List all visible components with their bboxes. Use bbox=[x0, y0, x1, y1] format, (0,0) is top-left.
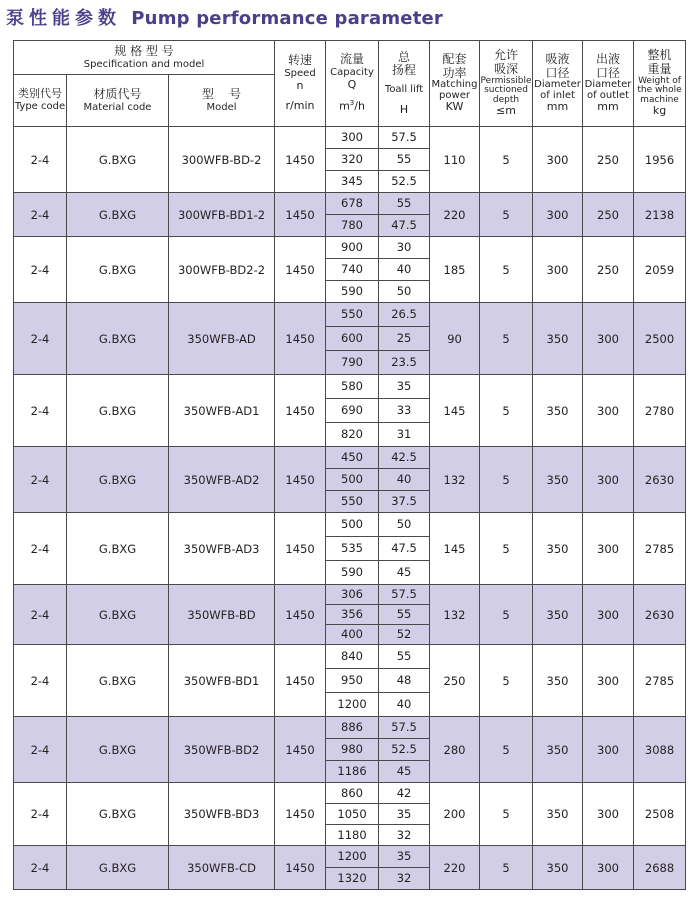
table-row bbox=[14, 717, 686, 739]
power-header: 配套 功率 Matching power KW bbox=[430, 41, 480, 127]
weight-cell: 2630 bbox=[634, 585, 686, 645]
material-code-cell: G.BXG bbox=[67, 127, 169, 193]
table-row bbox=[14, 127, 686, 149]
flow-cell: 1320 bbox=[326, 868, 379, 890]
lift-cell: 55 bbox=[379, 605, 430, 625]
table-row bbox=[14, 447, 686, 469]
power-cell: 145 bbox=[430, 513, 480, 585]
outlet-cell: 300 bbox=[583, 717, 634, 783]
lift-cell: 42 bbox=[379, 783, 430, 804]
outlet-cell: 250 bbox=[583, 127, 634, 193]
flow-cell: 780 bbox=[326, 215, 379, 237]
lift-cell: 40 bbox=[379, 693, 430, 717]
flow-cell: 400 bbox=[326, 625, 379, 645]
suction-cell: 5 bbox=[480, 846, 533, 890]
power-cell: 90 bbox=[430, 303, 480, 375]
model-cell: 350WFB-BD2 bbox=[169, 717, 275, 783]
page-title bbox=[6, 6, 443, 32]
model-cell: 350WFB-AD2 bbox=[169, 447, 275, 513]
inlet-cell: 300 bbox=[533, 127, 583, 193]
flow-cell: 1050 bbox=[326, 804, 379, 825]
speed-cell: 1450 bbox=[275, 127, 326, 193]
power-cell: 132 bbox=[430, 447, 480, 513]
pump-performance-table bbox=[13, 40, 686, 890]
table-row bbox=[14, 645, 686, 669]
material-code-cell: G.BXG bbox=[67, 193, 169, 237]
speed-cell: 1450 bbox=[275, 193, 326, 237]
lift-header: 总 扬程 Toall lift H bbox=[379, 41, 430, 127]
speed-cell: 1450 bbox=[275, 846, 326, 890]
speed-cell: 1450 bbox=[275, 783, 326, 846]
type-code-cell: 2-4 bbox=[14, 513, 67, 585]
material-code-cell: G.BXG bbox=[67, 375, 169, 447]
suction-cell: 5 bbox=[480, 447, 533, 513]
flow-cell: 1186 bbox=[326, 761, 379, 783]
speed-cell: 1450 bbox=[275, 375, 326, 447]
power-cell: 250 bbox=[430, 645, 480, 717]
type-code-cell: 2-4 bbox=[14, 303, 67, 375]
outlet-cell: 300 bbox=[583, 645, 634, 717]
lift-cell: 37.5 bbox=[379, 491, 430, 513]
lift-cell: 55 bbox=[379, 149, 430, 171]
table-row bbox=[14, 303, 686, 327]
flow-cell: 950 bbox=[326, 669, 379, 693]
lift-cell: 52 bbox=[379, 625, 430, 645]
power-cell: 200 bbox=[430, 783, 480, 846]
type-code-cell: 2-4 bbox=[14, 447, 67, 513]
weight-cell: 3088 bbox=[634, 717, 686, 783]
flow-cell: 535 bbox=[326, 537, 379, 561]
power-cell: 110 bbox=[430, 127, 480, 193]
flow-cell: 740 bbox=[326, 259, 379, 281]
flow-cell: 500 bbox=[326, 469, 379, 491]
lift-cell: 32 bbox=[379, 868, 430, 890]
weight-cell: 2630 bbox=[634, 447, 686, 513]
outlet-cell: 300 bbox=[583, 303, 634, 375]
material-code-cell: G.BXG bbox=[67, 783, 169, 846]
flow-cell: 590 bbox=[326, 281, 379, 303]
flow-unit: $m^3/h$ bbox=[339, 99, 365, 113]
material-code-cell: G.BXG bbox=[67, 237, 169, 303]
spec-header-cn: 规 格 型 号 bbox=[114, 43, 174, 58]
speed-cell: 1450 bbox=[275, 237, 326, 303]
lift-cell: 52.5 bbox=[379, 739, 430, 761]
flow-cell: 1200 bbox=[326, 846, 379, 868]
model-cell: 350WFB-AD3 bbox=[169, 513, 275, 585]
speed-cell: 1450 bbox=[275, 303, 326, 375]
flow-cell: 500 bbox=[326, 513, 379, 537]
inlet-cell: 350 bbox=[533, 645, 583, 717]
flow-cell: 550 bbox=[326, 303, 379, 327]
suction-header: 允许 吸深 Permissible suctioned depth ≤m bbox=[480, 41, 533, 127]
inlet-cell: 350 bbox=[533, 846, 583, 890]
model-cell: 350WFB-AD bbox=[169, 303, 275, 375]
lift-cell: 52.5 bbox=[379, 171, 430, 193]
material-code-cell: G.BXG bbox=[67, 717, 169, 783]
lift-cell: 25 bbox=[379, 327, 430, 351]
table-header bbox=[14, 41, 686, 127]
lift-cell: 55 bbox=[379, 193, 430, 215]
flow-cell: 300 bbox=[326, 127, 379, 149]
weight-cell: 2780 bbox=[634, 375, 686, 447]
outlet-cell: 300 bbox=[583, 375, 634, 447]
lift-cell: 50 bbox=[379, 281, 430, 303]
flow-cell: 450 bbox=[326, 447, 379, 469]
type-code-cell: 2-4 bbox=[14, 585, 67, 645]
inlet-cell: 350 bbox=[533, 447, 583, 513]
lift-cell: 32 bbox=[379, 825, 430, 846]
lift-cell: 35 bbox=[379, 804, 430, 825]
lift-cell: 35 bbox=[379, 846, 430, 868]
power-cell: 220 bbox=[430, 846, 480, 890]
speed-header: 转速 Speed n r/min bbox=[275, 41, 326, 127]
flow-cell: 820 bbox=[326, 423, 379, 447]
lift-cell: 30 bbox=[379, 237, 430, 259]
weight-cell: 2785 bbox=[634, 645, 686, 717]
type-code-cell: 2-4 bbox=[14, 846, 67, 890]
weight-cell: 2059 bbox=[634, 237, 686, 303]
table-row bbox=[14, 783, 686, 804]
outlet-header: 出液 口径 Diameter of outlet mm bbox=[583, 41, 634, 127]
material-code-cell: G.BXG bbox=[67, 303, 169, 375]
flow-cell: 860 bbox=[326, 783, 379, 804]
material-code-cell: G.BXG bbox=[67, 513, 169, 585]
lift-cell: 57.5 bbox=[379, 127, 430, 149]
model-cell: 350WFB-BD3 bbox=[169, 783, 275, 846]
outlet-cell: 300 bbox=[583, 447, 634, 513]
lift-cell: 47.5 bbox=[379, 215, 430, 237]
type-code-cell: 2-4 bbox=[14, 783, 67, 846]
speed-cell: 1450 bbox=[275, 585, 326, 645]
power-cell: 132 bbox=[430, 585, 480, 645]
table-row bbox=[14, 375, 686, 399]
lift-cell: 33 bbox=[379, 399, 430, 423]
spec-group-header bbox=[14, 41, 275, 75]
model-header: 型 号 Model bbox=[169, 75, 275, 127]
power-cell: 185 bbox=[430, 237, 480, 303]
flow-cell: 1200 bbox=[326, 693, 379, 717]
inlet-cell: 350 bbox=[533, 585, 583, 645]
material-code-cell: G.BXG bbox=[67, 846, 169, 890]
material-code-cell: G.BXG bbox=[67, 585, 169, 645]
flow-cell: 678 bbox=[326, 193, 379, 215]
material-code-cell: G.BXG bbox=[67, 645, 169, 717]
flow-cell: 590 bbox=[326, 561, 379, 585]
flow-cell: 790 bbox=[326, 351, 379, 375]
flow-cell: 1180 bbox=[326, 825, 379, 846]
model-cell: 350WFB-AD1 bbox=[169, 375, 275, 447]
flow-cell: 356 bbox=[326, 605, 379, 625]
type-code-cell: 2-4 bbox=[14, 127, 67, 193]
table-row bbox=[14, 237, 686, 259]
suction-cell: 5 bbox=[480, 193, 533, 237]
type-code-cell: 2-4 bbox=[14, 193, 67, 237]
flow-cell: 550 bbox=[326, 491, 379, 513]
type-code-cell: 2-4 bbox=[14, 375, 67, 447]
power-cell: 280 bbox=[430, 717, 480, 783]
model-cell: 350WFB-BD bbox=[169, 585, 275, 645]
material-code-cell: G.BXG bbox=[67, 447, 169, 513]
inlet-cell: 300 bbox=[533, 193, 583, 237]
lift-cell: 23.5 bbox=[379, 351, 430, 375]
flow-cell: 840 bbox=[326, 645, 379, 669]
model-cell: 300WFB-BD2-2 bbox=[169, 237, 275, 303]
power-cell: 220 bbox=[430, 193, 480, 237]
lift-cell: 35 bbox=[379, 375, 430, 399]
outlet-cell: 300 bbox=[583, 846, 634, 890]
inlet-cell: 350 bbox=[533, 717, 583, 783]
lift-cell: 57.5 bbox=[379, 585, 430, 605]
flow-cell: 306 bbox=[326, 585, 379, 605]
lift-cell: 40 bbox=[379, 469, 430, 491]
lift-cell: 55 bbox=[379, 645, 430, 669]
flow-cell: 580 bbox=[326, 375, 379, 399]
table-row bbox=[14, 513, 686, 537]
inlet-cell: 350 bbox=[533, 513, 583, 585]
table-row bbox=[14, 846, 686, 868]
flow-cell: 345 bbox=[326, 171, 379, 193]
outlet-cell: 250 bbox=[583, 237, 634, 303]
flow-cell: 980 bbox=[326, 739, 379, 761]
spec-header-en: Specification and model bbox=[83, 58, 205, 70]
lift-cell: 57.5 bbox=[379, 717, 430, 739]
weight-cell: 2785 bbox=[634, 513, 686, 585]
lift-cell: 45 bbox=[379, 761, 430, 783]
suction-cell: 5 bbox=[480, 513, 533, 585]
lift-cell: 31 bbox=[379, 423, 430, 447]
weight-cell: 2508 bbox=[634, 783, 686, 846]
model-cell: 300WFB-BD-2 bbox=[169, 127, 275, 193]
weight-cell: 2500 bbox=[634, 303, 686, 375]
speed-cell: 1450 bbox=[275, 513, 326, 585]
lift-cell: 50 bbox=[379, 513, 430, 537]
inlet-header: 吸液 口径 Diameter of inlet mm bbox=[533, 41, 583, 127]
weight-cell: 2138 bbox=[634, 193, 686, 237]
weight-cell: 2688 bbox=[634, 846, 686, 890]
outlet-cell: 300 bbox=[583, 513, 634, 585]
suction-cell: 5 bbox=[480, 375, 533, 447]
lift-cell: 45 bbox=[379, 561, 430, 585]
lift-cell: 42.5 bbox=[379, 447, 430, 469]
table-row bbox=[14, 193, 686, 215]
lift-cell: 26.5 bbox=[379, 303, 430, 327]
flow-header: 流量 Capacity Q $m^3/h$ bbox=[326, 41, 379, 127]
speed-cell: 1450 bbox=[275, 717, 326, 783]
weight-header: 整机 重量 Weight of the whole machine kg bbox=[634, 41, 686, 127]
suction-cell: 5 bbox=[480, 237, 533, 303]
lift-cell: 40 bbox=[379, 259, 430, 281]
model-cell: 300WFB-BD1-2 bbox=[169, 193, 275, 237]
inlet-cell: 350 bbox=[533, 783, 583, 846]
suction-cell: 5 bbox=[480, 127, 533, 193]
outlet-cell: 300 bbox=[583, 783, 634, 846]
flow-cell: 690 bbox=[326, 399, 379, 423]
type-code-cell: 2-4 bbox=[14, 237, 67, 303]
speed-cell: 1450 bbox=[275, 645, 326, 717]
speed-cell: 1450 bbox=[275, 447, 326, 513]
lift-cell: 47.5 bbox=[379, 537, 430, 561]
suction-cell: 5 bbox=[480, 783, 533, 846]
flow-cell: 320 bbox=[326, 149, 379, 171]
inlet-cell: 350 bbox=[533, 375, 583, 447]
weight-cell: 1956 bbox=[634, 127, 686, 193]
title-cn: 泵性能参数 bbox=[6, 8, 121, 29]
flow-cell: 886 bbox=[326, 717, 379, 739]
outlet-cell: 300 bbox=[583, 585, 634, 645]
type-code-header: 类别代号 Type code bbox=[14, 75, 67, 127]
flow-cell: 900 bbox=[326, 237, 379, 259]
suction-cell: 5 bbox=[480, 717, 533, 783]
material-code-header: 材质代号 Material code bbox=[67, 75, 169, 127]
title-en: Pump performance parameter bbox=[131, 8, 444, 29]
type-code-cell: 2-4 bbox=[14, 645, 67, 717]
suction-cell: 5 bbox=[480, 645, 533, 717]
inlet-cell: 300 bbox=[533, 237, 583, 303]
table-body bbox=[14, 127, 686, 890]
inlet-cell: 350 bbox=[533, 303, 583, 375]
suction-cell: 5 bbox=[480, 303, 533, 375]
table-row bbox=[14, 585, 686, 605]
model-cell: 350WFB-BD1 bbox=[169, 645, 275, 717]
model-cell: 350WFB-CD bbox=[169, 846, 275, 890]
type-code-cell: 2-4 bbox=[14, 717, 67, 783]
suction-cell: 5 bbox=[480, 585, 533, 645]
flow-cell: 600 bbox=[326, 327, 379, 351]
lift-cell: 48 bbox=[379, 669, 430, 693]
outlet-cell: 250 bbox=[583, 193, 634, 237]
power-cell: 145 bbox=[430, 375, 480, 447]
